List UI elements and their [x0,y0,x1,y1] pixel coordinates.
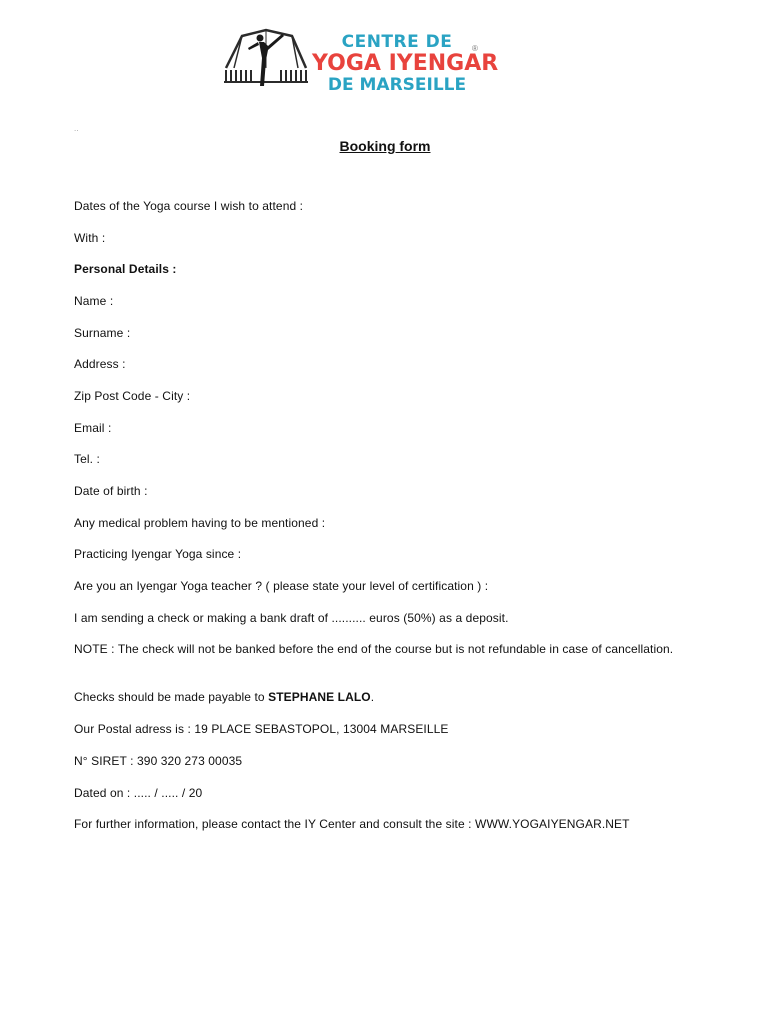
dated-line: Dated on : ..... / ..... / 20 [74,786,203,800]
logo [222,28,499,95]
surname-line: Surname : [74,326,131,340]
teacher-line: Are you an Iyengar Yoga teacher ? ( please state your level of certification ) : [74,579,489,593]
postal-address-line: Our Postal adress is : 19 PLACE SEBASTOPOL, 13004 MARSEILLE [74,722,449,736]
logo-text [312,28,499,95]
practicing-line: Practicing Iyengar Yoga since : [74,547,242,561]
date-of-birth-line: Date of birth : [74,484,148,498]
medical-line: Any medical problem having to be mentioned : [74,516,326,530]
tel-line: Tel. : [74,452,100,466]
page-title: Booking form [339,138,431,154]
email-line: Email : [74,421,112,435]
logo-line-3: DE MARSEILLE [327,75,467,95]
checks-suffix: . [370,690,375,704]
registered-mark: ® [472,44,478,53]
logo-line-2: YOGA IYENGAR [312,51,499,76]
note-paragraph: NOTE : The check will not be banked before the end of the course but is not refundable in case of cancellation. [74,642,674,656]
checks-prefix: Checks should be made payable to [74,690,269,704]
name-line: Name : [74,294,114,308]
further-info-line: For further information, please contact the IY Center and consult the site : WWW.YOGAIYENGAR.NET [74,817,630,831]
with-line: With : [74,231,106,245]
personal-details-heading: Personal Details : [74,262,177,276]
checks-line [74,690,374,704]
page-marker: .. [74,124,79,133]
address-line: Address : [74,357,126,371]
logo-line-1: CENTRE DE [341,32,453,52]
payee-name: STEPHANE LALO [268,690,371,704]
zip-city-line: Zip Post Code - City : [74,389,191,403]
yoga-pose-icon [222,28,310,90]
dates-line: Dates of the Yoga course I wish to attend : [74,199,304,213]
siret-line: N° SIRET : 390 320 273 00035 [74,754,243,768]
deposit-line: I am sending a check or making a bank draft of .......... euros (50%) as a deposit. [74,611,509,625]
